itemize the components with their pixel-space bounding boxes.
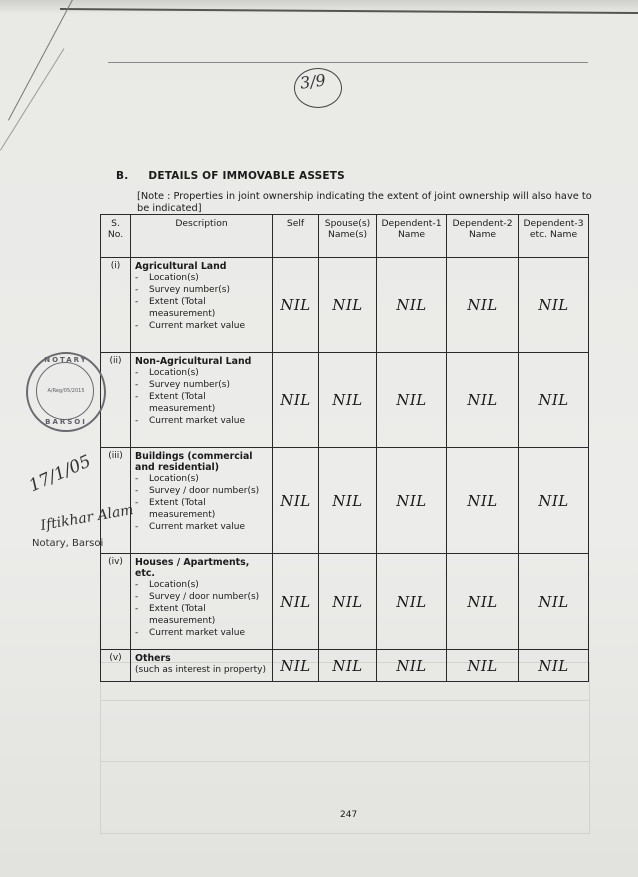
signature-date: 17/1/05 [26,451,95,497]
value-self: NIL [273,258,319,353]
page-number: 247 [340,810,358,820]
value-dependent-2: NIL [447,353,519,448]
value-dependent-1: NIL [377,554,447,650]
row-subtitle: (such as interest in property) [135,665,266,675]
header-description: Description [131,215,273,258]
row-title: Non-Agricultural Land [135,356,252,367]
section-heading [116,170,345,182]
list-item: - Location(s) [135,474,199,484]
list-item: - Extent (Total measurement) [135,498,216,520]
fold-line [8,0,93,120]
value-dependent-1: NIL [377,650,447,682]
value-spouse: NIL [319,448,377,554]
header-spouse: Spouse(s) Name(s) [319,215,377,258]
value-dependent-3: NIL [519,650,589,682]
value-spouse: NIL [319,353,377,448]
row-sno: (iii) [101,448,131,554]
row-sno: (v) [101,650,131,682]
value-dependent-1: NIL [377,258,447,353]
value-spouse: NIL [319,258,377,353]
list-item: - Current market value [135,321,246,331]
notary-label: Notary, Barsoi [32,538,104,549]
list-item: - Location(s) [135,368,199,378]
table-row [101,650,589,682]
list-item: - Extent (Total measurement) [135,392,216,414]
value-dependent-2: NIL [447,258,519,353]
row-description [131,554,273,650]
value-dependent-1: NIL [377,448,447,554]
value-dependent-1: NIL [377,353,447,448]
stamp-registration: A/Reg/05/2015 [47,388,85,394]
list-item: - Extent (Total measurement) [135,604,216,626]
list-item: - Current market value [135,628,246,638]
page-mark: 3/9 [298,70,327,93]
row-title: Agricultural Land [135,261,227,272]
row-title: Houses / Apartments, etc. [135,557,250,579]
list-item: - Survey / door number(s) [135,592,260,602]
fold-line [0,48,64,150]
page-rule [108,62,588,63]
value-dependent-2: NIL [447,448,519,554]
stamp-bottom-text: BARSOI [45,418,87,426]
page-top-edge [60,8,638,14]
value-dependent-3: NIL [519,554,589,650]
row-description [131,650,273,682]
table-header-row [101,215,589,258]
section-title: DETAILS OF IMMOVABLE ASSETS [148,170,345,182]
list-item: - Location(s) [135,580,199,590]
section-note: [Note : Properties in joint ownership indicating the extent of joint ownership will also have to be indicated] [137,191,592,214]
value-dependent-3: NIL [519,353,589,448]
row-description [131,353,273,448]
value-dependent-3: NIL [519,258,589,353]
list-item: - Current market value [135,416,246,426]
table-row [101,554,589,650]
signature: Iftikhar Alam [39,501,135,535]
value-dependent-2: NIL [447,650,519,682]
value-self: NIL [273,650,319,682]
value-spouse: NIL [319,650,377,682]
row-sno: (iv) [101,554,131,650]
row-description [131,448,273,554]
value-dependent-2: NIL [447,554,519,650]
value-self: NIL [273,554,319,650]
immovable-assets-table [100,214,589,682]
header-dependent-1: Dependent-1 Name [377,215,447,258]
list-item: - Current market value [135,522,246,532]
bleed-through-row [100,700,590,762]
header-sno: S. No. [101,215,131,258]
list-item: - Extent (Total measurement) [135,297,216,319]
table-row [101,258,589,353]
table-row [101,353,589,448]
row-title: Buildings (commercial and residential) [135,451,253,473]
header-dependent-2: Dependent-2 Name [447,215,519,258]
header-dependent-3: Dependent-3 etc. Name [519,215,589,258]
row-title: Others [135,653,171,664]
list-item: - Location(s) [135,273,199,283]
list-item: - Survey number(s) [135,285,231,295]
value-self: NIL [273,353,319,448]
section-letter: B. [116,170,129,182]
value-self: NIL [273,448,319,554]
list-item: - Survey number(s) [135,380,231,390]
row-description [131,258,273,353]
list-item: - Survey / door number(s) [135,486,260,496]
row-sno: (i) [101,258,131,353]
value-dependent-3: NIL [519,448,589,554]
header-self: Self [273,215,319,258]
row-sno: (ii) [101,353,131,448]
table-row [101,448,589,554]
value-spouse: NIL [319,554,377,650]
notary-stamp [26,352,106,432]
stamp-top-text: NOTARY [44,356,88,364]
